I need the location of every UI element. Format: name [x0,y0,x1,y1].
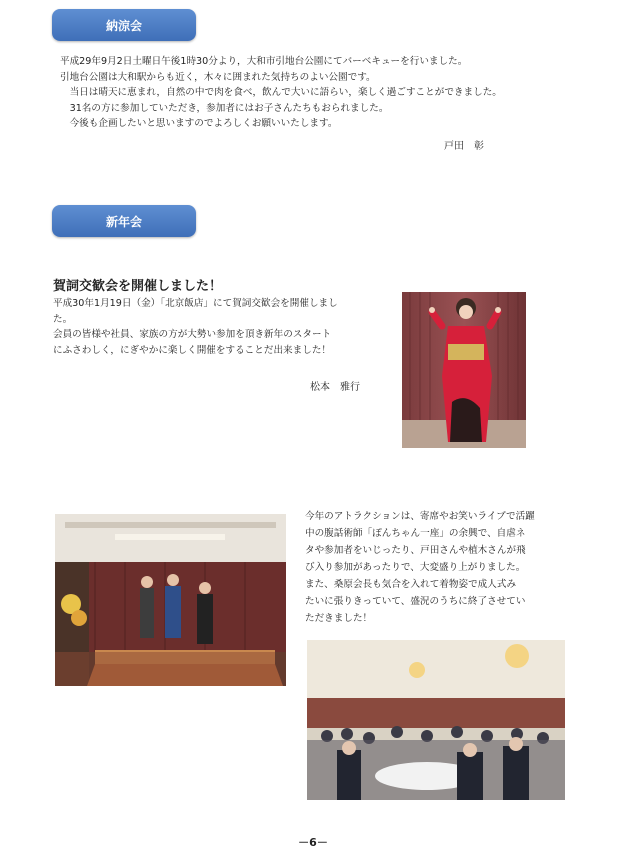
newyear-author: 松本 雅行 [310,382,360,393]
text-line: また、桑原会長も気合を入れて着物姿で成人式み [305,579,517,590]
text-line: 当日は晴天に恵まれ，自然の中で肉を食べ，飲んで大いに語らい，楽しく過ごすことができました。 [60,87,502,98]
text-line: び入り参加があったりで、大変盛り上がりました。 [305,562,526,573]
text-line: た。 [53,313,73,325]
text-line: 引地台公園は大和駅からも近く，木々に囲まれた気持ちのよい公園です。 [60,71,376,83]
stage-photo [55,514,286,686]
newyear-text [53,296,338,358]
text-line: 平成29年9月2日土曜日午後1時30分より，大和市引地台公園にてバーベキューを行いました。 [60,56,468,67]
summer-party-text [60,54,502,132]
text-line: 平成30年1月19日（金）「北京飯店」にて賀詞交歓会を開催しまし [53,298,338,309]
section-label-summer: 納涼会 [52,9,196,41]
kimono-photo [402,292,526,448]
text-line: 今後も企画したいと思いますのでよろしくお願いいたします。 [60,118,338,129]
text-line: 会員の皆様や社員、家族の方が大勢い参加を頂き新年のスタート [53,329,332,340]
text-line: 中の腹話術師「ぽんちゃん一座」の余興で、自虐ネ [305,528,526,539]
page-number: －6－ [298,836,328,849]
newyear-heading: 賀詞交歓会を開催しました！ [53,279,223,294]
text-line: タや参加者をいじったり、戸田さんや植木さんが飛 [305,545,526,556]
text-line: ただきました！ [305,613,373,624]
text-line: 31名の方に参加していただき，参加者にはお子さんたちもおられました。 [60,102,389,114]
attraction-text [305,508,535,627]
banquet-photo [307,640,565,800]
summer-author: 戸田 彰 [444,141,484,152]
text-line: たいに張りきっていて、盛況のうちに終了させてい [305,596,526,607]
section-label-newyear: 新年会 [52,205,196,237]
text-line: にふさわしく，にぎやかに楽しく開催をすることだ出来ました！ [53,344,332,356]
text-line: 今年のアトラクションは、寄席やお笑いライブで活躍 [305,511,535,522]
